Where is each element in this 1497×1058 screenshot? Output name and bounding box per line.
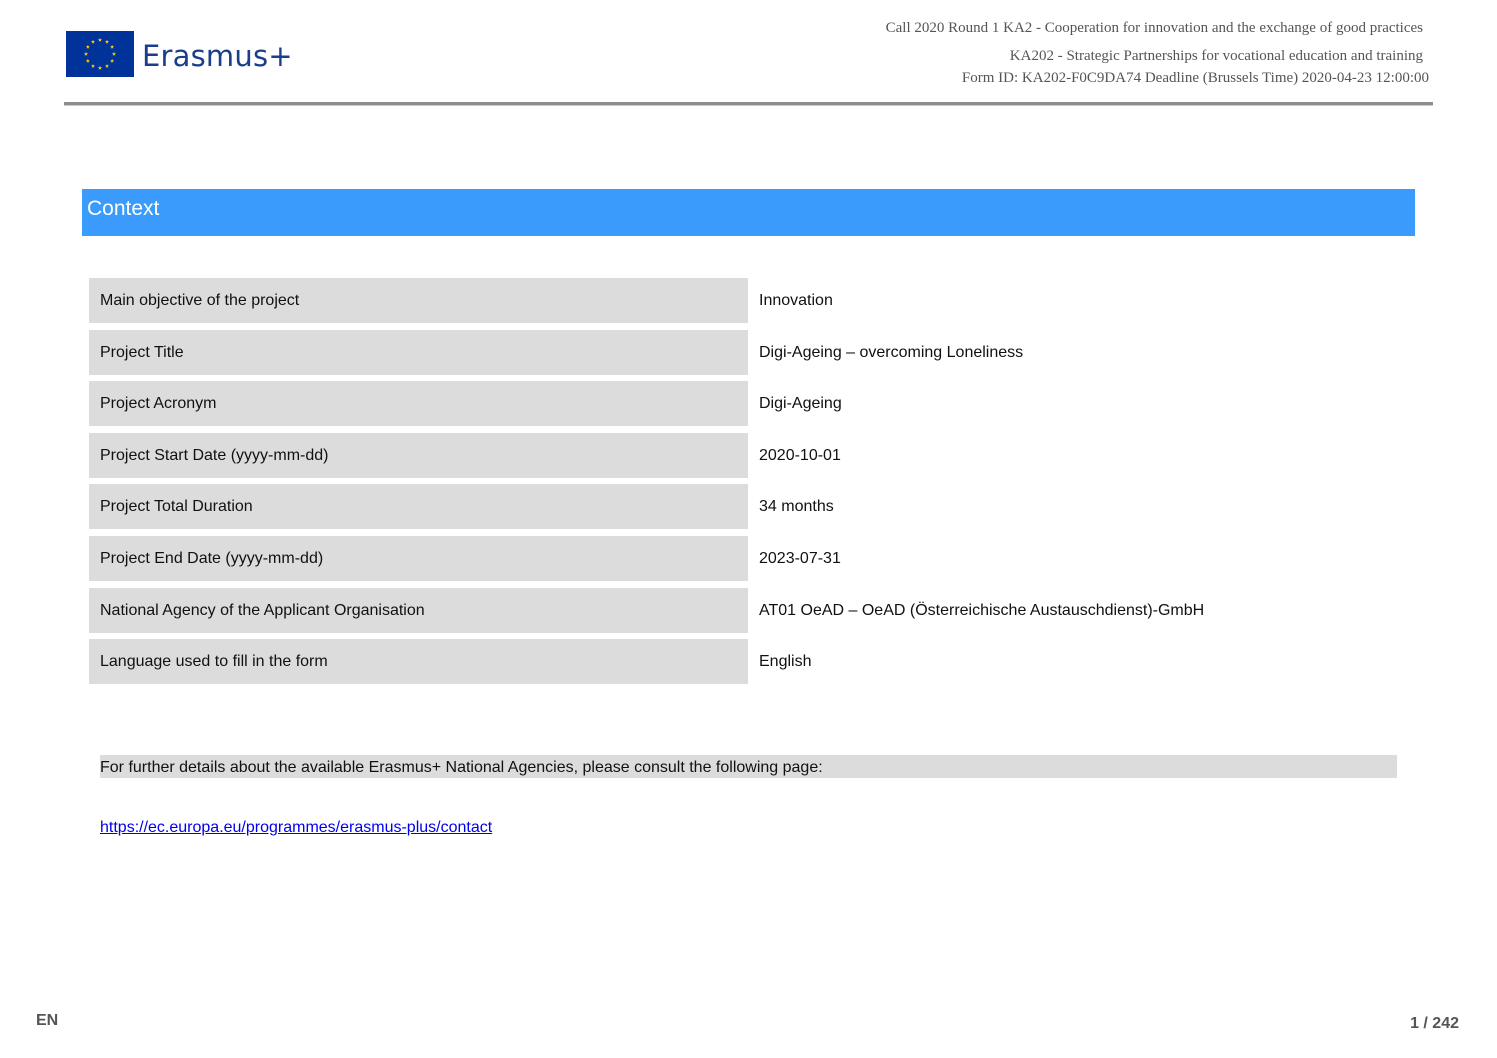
- table-row: [89, 639, 1409, 684]
- eu-flag-icon: [66, 31, 134, 77]
- table-row: [89, 330, 1409, 375]
- table-row: [89, 278, 1409, 323]
- row-label: Project End Date (yyyy-mm-dd): [89, 536, 748, 581]
- section-header: [82, 189, 1415, 236]
- form-id-deadline: Form ID: KA202-F0C9DA74 Deadline (Brussels Time) 2020-04-23 12:00:00: [961, 70, 1429, 86]
- row-label: Project Title: [89, 330, 748, 375]
- row-value: English: [759, 653, 812, 671]
- row-label: Project Total Duration: [89, 484, 748, 529]
- row-label: National Agency of the Applicant Organisation: [89, 588, 748, 633]
- row-value: 2023-07-31: [759, 549, 841, 567]
- row-value: 2020-10-01: [759, 446, 841, 464]
- national-agencies-link[interactable]: https://ec.europa.eu/programmes/erasmus-plus/contact: [100, 819, 493, 836]
- context-table: [89, 278, 1409, 691]
- table-row: [89, 433, 1409, 478]
- row-value: 34 months: [759, 498, 834, 516]
- row-value: AT01 OeAD – OeAD (Österreichische Austauschdienst)-GmbH: [759, 601, 1205, 619]
- row-label: Main objective of the project: [89, 278, 748, 323]
- row-label: Language used to fill in the form: [89, 639, 748, 684]
- table-row: [89, 536, 1409, 581]
- brand-name: Erasmus+: [142, 38, 293, 73]
- row-label: Project Start Date (yyyy-mm-dd): [89, 433, 748, 478]
- erasmus-logo: [66, 30, 293, 77]
- row-value: Digi-Ageing – overcoming Loneliness: [759, 343, 1024, 361]
- page-number: 1 / 242: [1410, 1015, 1459, 1032]
- row-label: Project Acronym: [89, 381, 748, 426]
- action-info: KA202 - Strategic Partnerships for vocational education and training: [1009, 48, 1423, 64]
- header-divider: [64, 102, 1433, 106]
- section-title: Context: [87, 197, 160, 220]
- table-row: [89, 484, 1409, 529]
- call-info: Call 2020 Round 1 KA2 - Cooperation for innovation and the exchange of good practices: [885, 20, 1423, 36]
- national-agency-note: For further details about the available Erasmus+ National Agencies, please consult the following page:: [100, 755, 1397, 778]
- row-value: Innovation: [759, 292, 833, 309]
- table-row: [89, 381, 1409, 426]
- footer-language: EN: [36, 1012, 59, 1029]
- table-row: [89, 588, 1409, 633]
- row-value: Digi-Ageing: [759, 395, 842, 413]
